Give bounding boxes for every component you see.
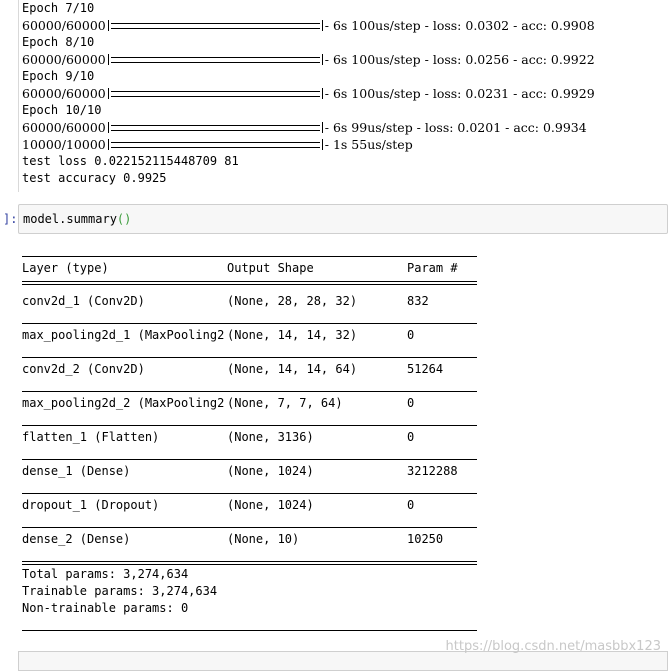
row-param-count: 0	[407, 498, 415, 512]
progress-bar	[108, 20, 323, 31]
row-output-shape: (None, 14, 14, 64)	[227, 362, 358, 376]
row-output-shape: (None, 28, 28, 32)	[227, 294, 358, 308]
cell-prompt: ]:	[3, 212, 18, 226]
code-editor[interactable]	[18, 204, 668, 234]
row-separator	[22, 357, 477, 358]
summary-bottom-rule	[22, 630, 477, 631]
row-layer-name: conv2d_1 (Conv2D)	[22, 294, 145, 308]
progress-bar	[108, 88, 323, 99]
progress-line	[22, 85, 595, 102]
progress-stats: - 6s 99us/step - loss: 0.0201 - acc: 0.9934	[324, 120, 587, 135]
progress-stats: - 6s 100us/step - loss: 0.0302 - acc: 0.9908	[324, 18, 595, 33]
row-param-count: 51264	[407, 362, 444, 376]
row-param-count: 0	[407, 396, 415, 410]
progress-stats: - 1s 55us/step	[324, 137, 413, 152]
header-params: Param #	[407, 261, 458, 275]
row-layer-name: dropout_1 (Dropout)	[22, 498, 160, 512]
row-param-count: 0	[407, 430, 415, 444]
row-separator	[22, 323, 477, 324]
total-params: Total params: 3,274,634	[22, 567, 189, 581]
row-layer-name: dense_2 (Dense)	[22, 532, 131, 546]
row-separator	[22, 527, 477, 528]
row-output-shape: (None, 3136)	[227, 430, 314, 444]
row-param-count: 3212288	[407, 464, 458, 478]
header-output-shape: Output Shape	[227, 261, 314, 275]
row-output-shape: (None, 1024)	[227, 464, 314, 478]
row-output-shape: (None, 14, 14, 32)	[227, 328, 358, 342]
code-text	[23, 212, 131, 226]
row-output-shape: (None, 10)	[227, 532, 300, 546]
row-separator	[22, 391, 477, 392]
log-line: Epoch 7/10	[22, 1, 95, 15]
progress-line	[22, 17, 595, 34]
params-totals	[22, 566, 217, 617]
progress-bar	[108, 54, 323, 65]
row-param-count: 10250	[407, 532, 444, 546]
log-line: Epoch 9/10	[22, 69, 95, 83]
row-separator	[22, 425, 477, 426]
row-param-count: 832	[407, 294, 429, 308]
header-double-rule	[22, 281, 477, 285]
row-layer-name: max_pooling2d_2 (MaxPooling2	[22, 396, 225, 410]
row-output-shape: (None, 7, 7, 64)	[227, 396, 343, 410]
progress-stats: - 6s 100us/step - loss: 0.0256 - acc: 0.9922	[324, 52, 595, 67]
output-area	[0, 0, 669, 196]
row-layer-name: dense_1 (Dense)	[22, 464, 131, 478]
progress-line	[22, 119, 587, 136]
progress-stats: - 6s 100us/step - loss: 0.0231 - acc: 0.9929	[324, 86, 595, 101]
row-output-shape: (None, 1024)	[227, 498, 314, 512]
row-layer-name: flatten_1 (Flatten)	[22, 430, 160, 444]
progress-bar	[108, 139, 323, 150]
trainable-params: Trainable params: 3,274,634	[22, 584, 218, 598]
header-layer: Layer (type)	[22, 261, 109, 275]
log-line: Epoch 10/10	[22, 103, 102, 117]
next-code-cell[interactable]	[18, 651, 668, 671]
footer-double-rule	[22, 561, 477, 565]
progress-count: 60000/60000	[22, 120, 106, 135]
output-gutter	[0, 0, 19, 192]
watermark: https://blog.csdn.net/masbbx123	[445, 639, 661, 654]
row-separator	[22, 459, 477, 460]
log-line: Epoch 8/10	[22, 35, 95, 49]
progress-count: 60000/60000	[22, 86, 106, 101]
non-trainable-params: Non-trainable params: 0	[22, 601, 189, 615]
row-layer-name: conv2d_2 (Conv2D)	[22, 362, 145, 376]
progress-count: 60000/60000	[22, 18, 106, 33]
progress-count: 60000/60000	[22, 52, 106, 67]
progress-count: 10000/10000	[22, 137, 106, 152]
row-layer-name: max_pooling2d_1 (MaxPooling2	[22, 328, 225, 342]
progress-line	[22, 51, 595, 68]
row-separator	[22, 493, 477, 494]
code-cell[interactable]	[0, 204, 669, 236]
log-line: test loss 0.022152115448709 81	[22, 154, 239, 168]
table-top-rule	[22, 256, 477, 257]
code-parens: ()	[116, 212, 132, 226]
row-param-count: 0	[407, 328, 415, 342]
log-line: test accuracy 0.9925	[22, 171, 167, 185]
code-call: model.summary	[23, 212, 117, 226]
progress-bar	[108, 122, 323, 133]
progress-line	[22, 136, 413, 153]
